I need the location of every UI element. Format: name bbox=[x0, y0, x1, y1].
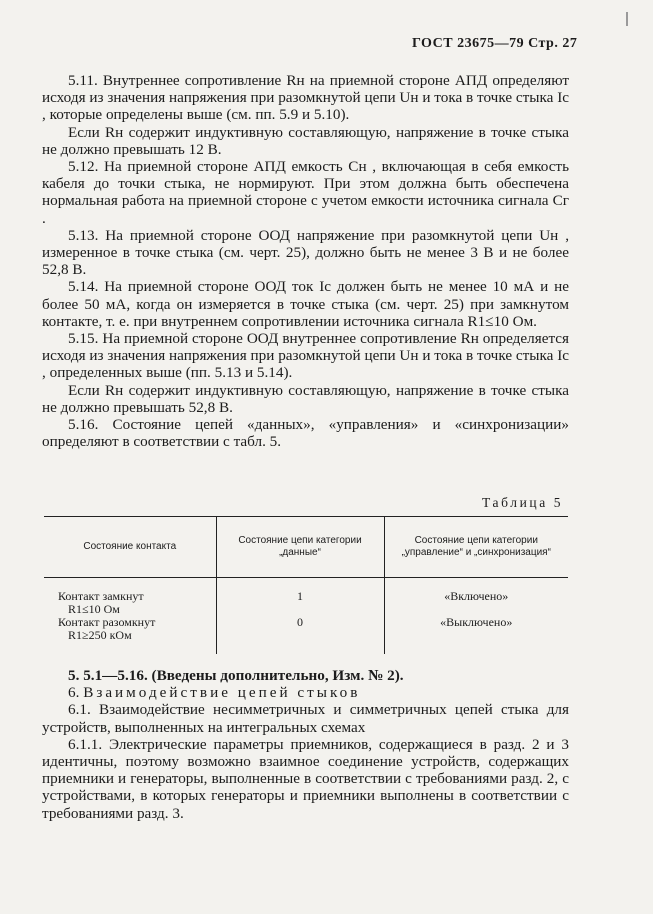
data-state-cell: 0 bbox=[216, 616, 384, 642]
paragraph-5-16: 5.16. Состояние цепей «данных», «управления» и «синхронизации» определяют в соответствии с табл. 5. bbox=[42, 416, 569, 451]
paragraph-5-11: 5.11. Внутреннее сопротивление Rн на приемной стороне АПД определяют исходя из значения напряжения при разомкнутой цепи Uн и тока в точке стыка Iс , которые определены выше (см. пп. 5.9 и 5.10). bbox=[42, 72, 569, 124]
paragraph-5-15: 5.15. На приемной стороне ООД внутреннее сопротивление Rн определяется исходя из значения напряжения при разомкнутой цепи Uн и тока в точке стыка Iс , определенных выше (пп. 5.13 и 5.14). bbox=[42, 330, 569, 382]
text-block-top bbox=[42, 72, 569, 450]
paragraph-5-15-note: Если Rн содержит индуктивную составляющую, напряжение в точке стыка не должно превышать 52,8 В. bbox=[42, 381, 569, 416]
table-5 bbox=[44, 516, 568, 654]
paragraph-5-13: 5.13. На приемной стороне ООД напряжение при разомкнутой цепи Uн , измеренное в точке стыка (см. черт. 25), должно быть не менее 3 В и не более 52,8 В. bbox=[42, 226, 569, 279]
table-row bbox=[44, 590, 568, 616]
text-block-bottom bbox=[42, 667, 569, 822]
paragraph-6-1-1: 6.1.1. Электрические параметры приемников, содержащиеся в разд. 2 и 3 идентичны, поэтому возможно взаимное соединение устройств, содержащих приемники и генераторы, выполненные в соответствии с требованиями разд. 2, с устройствами, в которых генераторы и приемники выполнены в соответствии с требованиями разд. 3. bbox=[42, 735, 569, 822]
section-number: 6. bbox=[68, 684, 80, 702]
contact-state: Контакт разомкнут bbox=[58, 615, 156, 629]
data-state-cell: 1 bbox=[216, 590, 384, 616]
control-state-cell: «Включено» bbox=[384, 590, 568, 616]
table-spacer bbox=[44, 642, 568, 654]
contact-state: Контакт замкнут bbox=[58, 589, 144, 603]
contact-cell bbox=[44, 590, 216, 616]
contact-condition: R1≤10 Ом bbox=[68, 602, 120, 616]
contact-cell bbox=[44, 616, 216, 642]
section-title: Взаимодействие цепей стыков bbox=[83, 684, 361, 702]
table-caption: Таблица 5 bbox=[482, 495, 564, 510]
control-state-cell: «Выключено» bbox=[384, 616, 568, 642]
header-control-circuit-state: Состояние цепи категории „управление“ и „синхронизация“ bbox=[384, 517, 568, 578]
page-header: ГОСТ 23675—79 Стр. 27 bbox=[412, 36, 578, 51]
section-heading bbox=[42, 684, 569, 701]
table-header-row bbox=[44, 517, 568, 578]
paragraph-5-11-note: Если Rн содержит индуктивную составляющую, напряжение в точке стыка не должно превышать 12 В. bbox=[42, 123, 569, 158]
paragraph-6-1: 6.1. Взаимодействие несимметричных и симметричных цепей стыка для устройств, выполненных на интегральных схемах bbox=[42, 701, 569, 736]
contact-condition: R1≥250 кОм bbox=[68, 628, 132, 642]
paragraph-5-14: 5.14. На приемной стороне ООД ток Iс должен быть не менее 10 мА и не более 50 мА, когда он измеряется в точке стыка (см. черт. 25) при замкнутом контакте, т. е. при внутреннем сопротивлении источника сигнала R1≤10 Ом. bbox=[42, 278, 569, 330]
amendment-note: 5. 5.1—5.16. (Введены дополнительно, Изм. № 2). bbox=[68, 667, 404, 684]
paragraph-5-12: 5.12. На приемной стороне АПД емкость Cн , включающая в себя емкость кабеля до точки стыка, не нормируют. При этом должна быть обеспечена нормальная работа на приемной стороне с учетом емкости источника сигнала Cг . bbox=[42, 158, 569, 227]
header-data-circuit-state: Состояние цепи категории „данные“ bbox=[216, 517, 384, 578]
margin-mark bbox=[626, 12, 628, 26]
header-contact-state: Состояние контакта bbox=[44, 517, 216, 578]
table-row bbox=[44, 616, 568, 642]
